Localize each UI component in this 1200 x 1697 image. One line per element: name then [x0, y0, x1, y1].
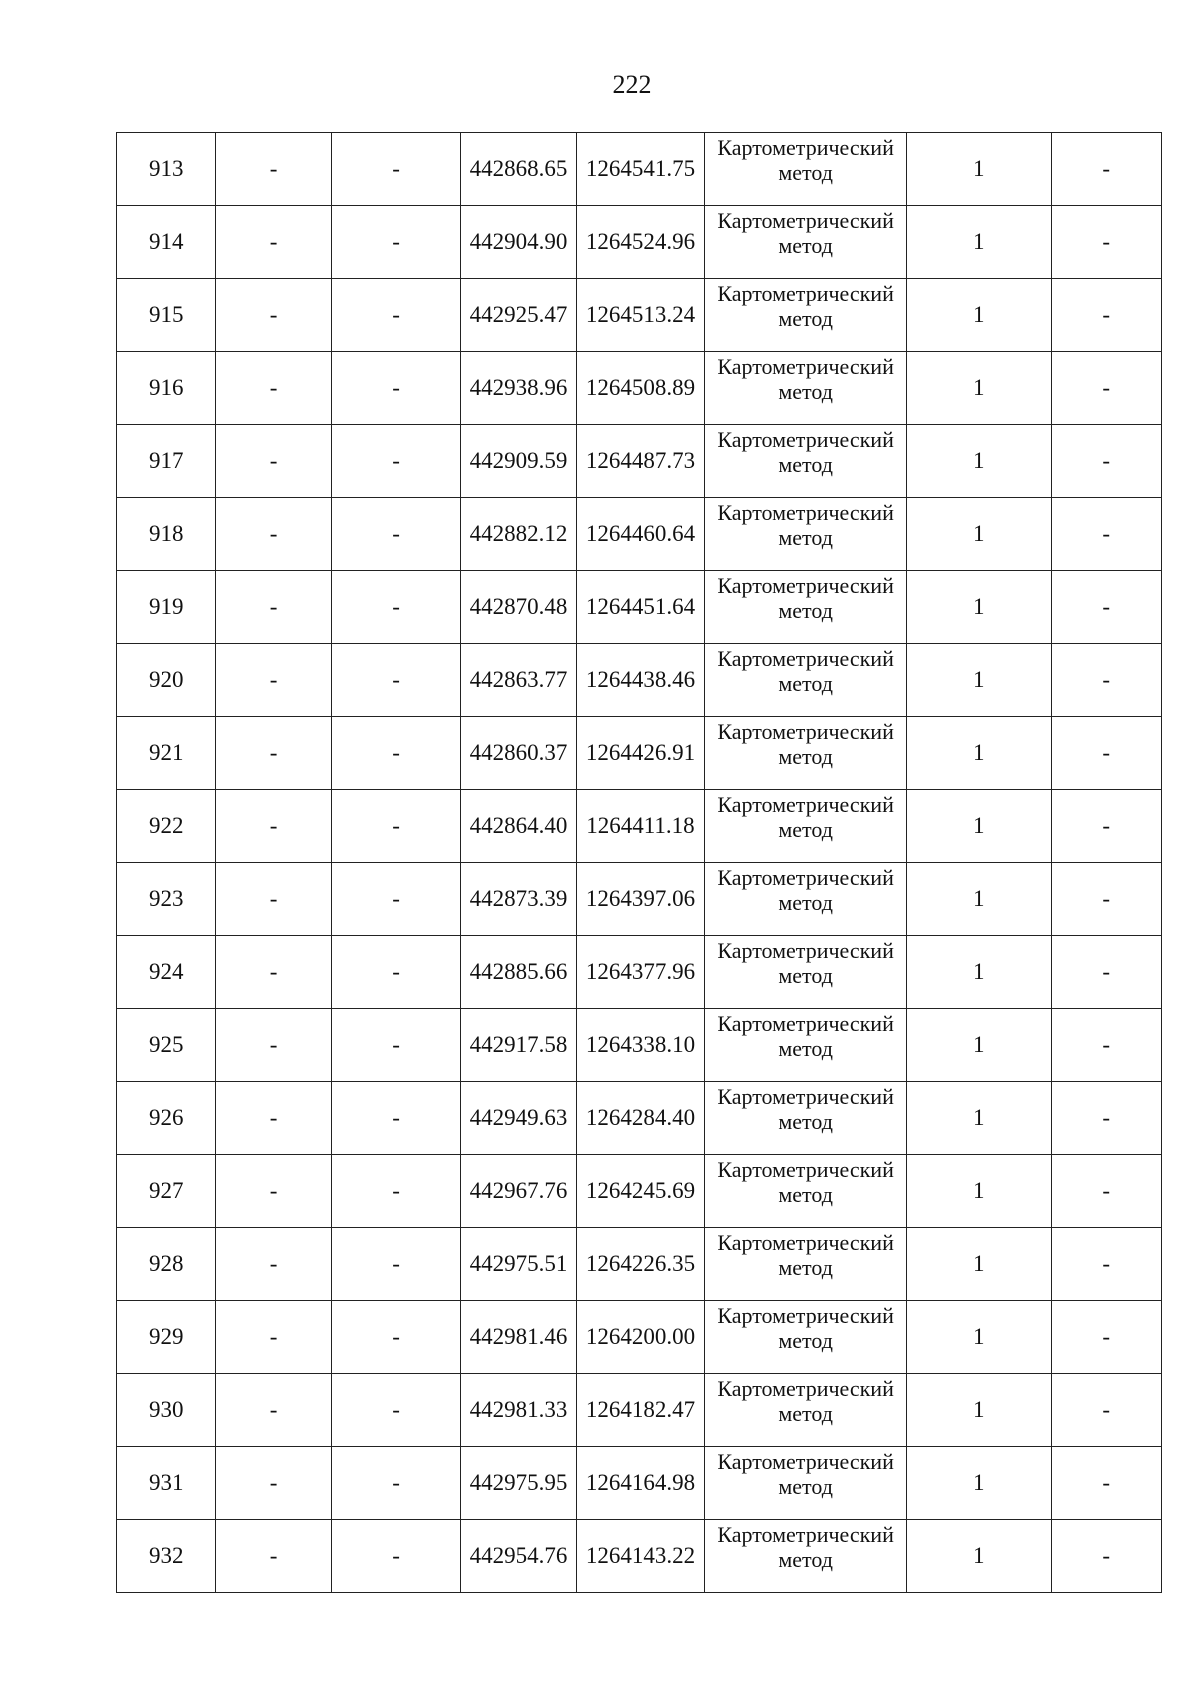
y-coordinate-cell: 1264508.89 — [576, 352, 704, 425]
table-row — [117, 352, 1162, 425]
accuracy-cell: 1 — [906, 352, 1051, 425]
note-cell: - — [1051, 352, 1161, 425]
page-number: 222 — [612, 70, 652, 99]
x-coordinate-cell: 442882.12 — [461, 498, 576, 571]
coordinates-table — [116, 132, 1162, 1593]
empty-value-cell: - — [331, 425, 460, 498]
note-cell: - — [1051, 644, 1161, 717]
empty-value-cell: - — [331, 1082, 460, 1155]
empty-value-cell: - — [216, 644, 331, 717]
accuracy-cell: 1 — [906, 498, 1051, 571]
y-coordinate-cell: 1264411.18 — [576, 790, 704, 863]
table-row — [117, 1301, 1162, 1374]
accuracy-cell: 1 — [906, 863, 1051, 936]
table-row — [117, 279, 1162, 352]
empty-value-cell: - — [331, 936, 460, 1009]
note-cell: - — [1051, 279, 1161, 352]
point-number-cell: 915 — [117, 279, 216, 352]
accuracy-cell: 1 — [906, 1228, 1051, 1301]
point-number-cell: 918 — [117, 498, 216, 571]
method-cell: Картометрический метод — [705, 790, 907, 863]
empty-value-cell: - — [216, 352, 331, 425]
note-cell: - — [1051, 1447, 1161, 1520]
x-coordinate-cell: 442917.58 — [461, 1009, 576, 1082]
note-cell: - — [1051, 936, 1161, 1009]
note-cell: - — [1051, 571, 1161, 644]
point-number-cell: 914 — [117, 206, 216, 279]
y-coordinate-cell: 1264143.22 — [576, 1520, 704, 1593]
x-coordinate-cell: 442860.37 — [461, 717, 576, 790]
note-cell: - — [1051, 498, 1161, 571]
y-coordinate-cell: 1264284.40 — [576, 1082, 704, 1155]
x-coordinate-cell: 442864.40 — [461, 790, 576, 863]
accuracy-cell: 1 — [906, 279, 1051, 352]
empty-value-cell: - — [216, 1228, 331, 1301]
method-cell: Картометрический метод — [705, 425, 907, 498]
method-cell: Картометрический метод — [705, 1009, 907, 1082]
x-coordinate-cell: 442981.46 — [461, 1301, 576, 1374]
empty-value-cell: - — [216, 1301, 331, 1374]
note-cell: - — [1051, 206, 1161, 279]
x-coordinate-cell: 442868.65 — [461, 133, 576, 206]
empty-value-cell: - — [216, 717, 331, 790]
empty-value-cell: - — [331, 352, 460, 425]
method-cell: Картометрический метод — [705, 1082, 907, 1155]
empty-value-cell: - — [216, 790, 331, 863]
accuracy-cell: 1 — [906, 1447, 1051, 1520]
note-cell: - — [1051, 133, 1161, 206]
method-cell: Картометрический метод — [705, 863, 907, 936]
point-number-cell: 924 — [117, 936, 216, 1009]
accuracy-cell: 1 — [906, 425, 1051, 498]
note-cell: - — [1051, 717, 1161, 790]
x-coordinate-cell: 442870.48 — [461, 571, 576, 644]
empty-value-cell: - — [216, 1374, 331, 1447]
y-coordinate-cell: 1264438.46 — [576, 644, 704, 717]
y-coordinate-cell: 1264182.47 — [576, 1374, 704, 1447]
empty-value-cell: - — [216, 936, 331, 1009]
method-cell: Картометрический метод — [705, 498, 907, 571]
empty-value-cell: - — [331, 1447, 460, 1520]
empty-value-cell: - — [331, 1520, 460, 1593]
accuracy-cell: 1 — [906, 1520, 1051, 1593]
table-row — [117, 644, 1162, 717]
y-coordinate-cell: 1264487.73 — [576, 425, 704, 498]
point-number-cell: 932 — [117, 1520, 216, 1593]
y-coordinate-cell: 1264226.35 — [576, 1228, 704, 1301]
x-coordinate-cell: 442949.63 — [461, 1082, 576, 1155]
point-number-cell: 916 — [117, 352, 216, 425]
method-cell: Картометрический метод — [705, 936, 907, 1009]
y-coordinate-cell: 1264245.69 — [576, 1155, 704, 1228]
y-coordinate-cell: 1264397.06 — [576, 863, 704, 936]
method-cell: Картометрический метод — [705, 1520, 907, 1593]
point-number-cell: 928 — [117, 1228, 216, 1301]
empty-value-cell: - — [331, 206, 460, 279]
accuracy-cell: 1 — [906, 1082, 1051, 1155]
empty-value-cell: - — [331, 1374, 460, 1447]
x-coordinate-cell: 442925.47 — [461, 279, 576, 352]
empty-value-cell: - — [216, 498, 331, 571]
method-cell: Картометрический метод — [705, 1301, 907, 1374]
point-number-cell: 931 — [117, 1447, 216, 1520]
table-row — [117, 1228, 1162, 1301]
empty-value-cell: - — [216, 1520, 331, 1593]
point-number-cell: 919 — [117, 571, 216, 644]
accuracy-cell: 1 — [906, 936, 1051, 1009]
empty-value-cell: - — [216, 1155, 331, 1228]
table-body — [117, 133, 1162, 1593]
x-coordinate-cell: 442981.33 — [461, 1374, 576, 1447]
table-row — [117, 1155, 1162, 1228]
table-row — [117, 425, 1162, 498]
empty-value-cell: - — [331, 133, 460, 206]
point-number-cell: 920 — [117, 644, 216, 717]
y-coordinate-cell: 1264377.96 — [576, 936, 704, 1009]
empty-value-cell: - — [216, 206, 331, 279]
note-cell: - — [1051, 790, 1161, 863]
point-number-cell: 923 — [117, 863, 216, 936]
table-row — [117, 1009, 1162, 1082]
accuracy-cell: 1 — [906, 644, 1051, 717]
point-number-cell: 929 — [117, 1301, 216, 1374]
y-coordinate-cell: 1264524.96 — [576, 206, 704, 279]
empty-value-cell: - — [216, 425, 331, 498]
empty-value-cell: - — [216, 1009, 331, 1082]
empty-value-cell: - — [331, 717, 460, 790]
point-number-cell: 927 — [117, 1155, 216, 1228]
point-number-cell: 925 — [117, 1009, 216, 1082]
accuracy-cell: 1 — [906, 1009, 1051, 1082]
method-cell: Картометрический метод — [705, 352, 907, 425]
note-cell: - — [1051, 1009, 1161, 1082]
point-number-cell: 921 — [117, 717, 216, 790]
method-cell: Картометрический метод — [705, 571, 907, 644]
x-coordinate-cell: 442885.66 — [461, 936, 576, 1009]
method-cell: Картометрический метод — [705, 1374, 907, 1447]
table-row — [117, 133, 1162, 206]
note-cell: - — [1051, 1082, 1161, 1155]
point-number-cell: 913 — [117, 133, 216, 206]
empty-value-cell: - — [216, 863, 331, 936]
x-coordinate-cell: 442873.39 — [461, 863, 576, 936]
note-cell: - — [1051, 1301, 1161, 1374]
point-number-cell: 926 — [117, 1082, 216, 1155]
note-cell: - — [1051, 1374, 1161, 1447]
accuracy-cell: 1 — [906, 1301, 1051, 1374]
method-cell: Картометрический метод — [705, 717, 907, 790]
accuracy-cell: 1 — [906, 133, 1051, 206]
y-coordinate-cell: 1264200.00 — [576, 1301, 704, 1374]
empty-value-cell: - — [331, 279, 460, 352]
table-row — [117, 498, 1162, 571]
table-row — [117, 1447, 1162, 1520]
x-coordinate-cell: 442909.59 — [461, 425, 576, 498]
y-coordinate-cell: 1264541.75 — [576, 133, 704, 206]
table-row — [117, 1374, 1162, 1447]
table-row — [117, 206, 1162, 279]
empty-value-cell: - — [331, 1155, 460, 1228]
y-coordinate-cell: 1264338.10 — [576, 1009, 704, 1082]
accuracy-cell: 1 — [906, 717, 1051, 790]
point-number-cell: 922 — [117, 790, 216, 863]
method-cell: Картометрический метод — [705, 206, 907, 279]
y-coordinate-cell: 1264164.98 — [576, 1447, 704, 1520]
method-cell: Картометрический метод — [705, 279, 907, 352]
table-row — [117, 790, 1162, 863]
point-number-cell: 917 — [117, 425, 216, 498]
empty-value-cell: - — [216, 1082, 331, 1155]
empty-value-cell: - — [331, 571, 460, 644]
method-cell: Картометрический метод — [705, 644, 907, 717]
empty-value-cell: - — [331, 498, 460, 571]
x-coordinate-cell: 442904.90 — [461, 206, 576, 279]
empty-value-cell: - — [216, 133, 331, 206]
accuracy-cell: 1 — [906, 790, 1051, 863]
y-coordinate-cell: 1264460.64 — [576, 498, 704, 571]
note-cell: - — [1051, 1155, 1161, 1228]
note-cell: - — [1051, 863, 1161, 936]
y-coordinate-cell: 1264513.24 — [576, 279, 704, 352]
note-cell: - — [1051, 425, 1161, 498]
x-coordinate-cell: 442975.95 — [461, 1447, 576, 1520]
accuracy-cell: 1 — [906, 206, 1051, 279]
method-cell: Картометрический метод — [705, 1228, 907, 1301]
empty-value-cell: - — [331, 644, 460, 717]
method-cell: Картометрический метод — [705, 133, 907, 206]
table-row — [117, 717, 1162, 790]
x-coordinate-cell: 442938.96 — [461, 352, 576, 425]
empty-value-cell: - — [331, 1228, 460, 1301]
x-coordinate-cell: 442863.77 — [461, 644, 576, 717]
empty-value-cell: - — [216, 571, 331, 644]
note-cell: - — [1051, 1228, 1161, 1301]
x-coordinate-cell: 442975.51 — [461, 1228, 576, 1301]
empty-value-cell: - — [216, 279, 331, 352]
point-number-cell: 930 — [117, 1374, 216, 1447]
method-cell: Картометрический метод — [705, 1447, 907, 1520]
accuracy-cell: 1 — [906, 571, 1051, 644]
accuracy-cell: 1 — [906, 1374, 1051, 1447]
note-cell: - — [1051, 1520, 1161, 1593]
accuracy-cell: 1 — [906, 1155, 1051, 1228]
y-coordinate-cell: 1264451.64 — [576, 571, 704, 644]
table-row — [117, 863, 1162, 936]
method-cell: Картометрический метод — [705, 1155, 907, 1228]
y-coordinate-cell: 1264426.91 — [576, 717, 704, 790]
table-row — [117, 1082, 1162, 1155]
table-row — [117, 571, 1162, 644]
empty-value-cell: - — [331, 863, 460, 936]
empty-value-cell: - — [331, 1301, 460, 1374]
x-coordinate-cell: 442954.76 — [461, 1520, 576, 1593]
empty-value-cell: - — [331, 1009, 460, 1082]
empty-value-cell: - — [216, 1447, 331, 1520]
x-coordinate-cell: 442967.76 — [461, 1155, 576, 1228]
table-row — [117, 1520, 1162, 1593]
table-row — [117, 936, 1162, 1009]
empty-value-cell: - — [331, 790, 460, 863]
